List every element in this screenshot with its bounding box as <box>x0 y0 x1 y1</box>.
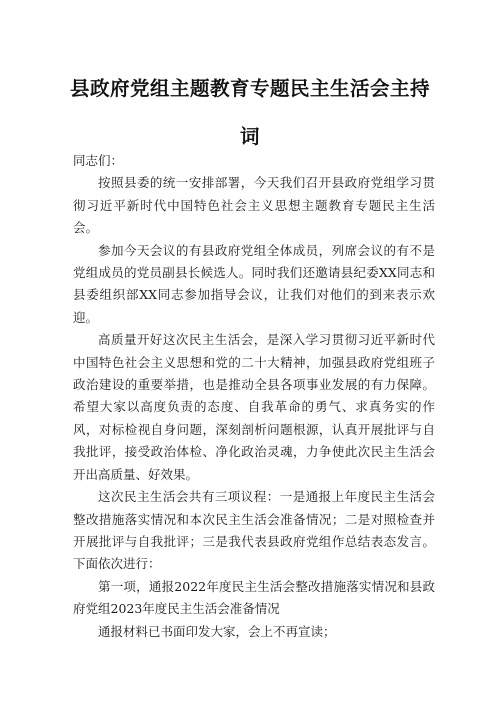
paragraph-notice: 通报材料已书面印发大家，会上不再宣读； <box>98 623 336 639</box>
document-title-line-1: 县政府党组主题教育专题民主生活会主持 <box>69 77 430 100</box>
document-body <box>73 150 435 643</box>
paragraph-significance: 高质量开好这次民主生活会，是深入学习贯彻习近平新时代中国特色社会主义思想和党的二十大精神，加强县政府党组班子政治建设的重要举措，也是推动全县各项事业发展的有力保障。希望大家以高度负责的态度、自我革命的勇气、求真务实的作风，对标检视自身问题，深刻剖析问题根源，认真开展批评与自我批评，接受政治体检、净化政治灵魂，力争使此次民主生活会开出高质量、好效果。 <box>73 332 435 482</box>
paragraph-item-one: 第一项，通报2022年度民主生活会整改措施落实情况和县政府党组2023年度民主生活会准备情况 <box>73 578 435 617</box>
salutation: 同志们： <box>73 153 124 168</box>
document-title-line-2: 词 <box>239 125 260 148</box>
paragraph-agenda: 这次民主生活会共有三项议程：一是通报上年度民主生活会整改措施落实情况和本次民主生活会准备情况；二是对照检查并开展批评与自我批评；三是我代表县政府党组作总结表态发言。下面依次进行： <box>73 489 435 572</box>
paragraph-attendees: 参加今天会议的有县政府党组全体成员，列席会议的有不是党组成员的党员副县长候选人。同时我们还邀请县纪委XX同志和县委组织部XX同志参加指导会议，让我们对他们的到来表示欢迎。 <box>73 242 435 325</box>
paragraph-opening: 按照县委的统一安排部署，今天我们召开县政府党组学习贯彻习近平新时代中国特色社会主义思想主题教育专题民主生活会。 <box>73 175 435 236</box>
